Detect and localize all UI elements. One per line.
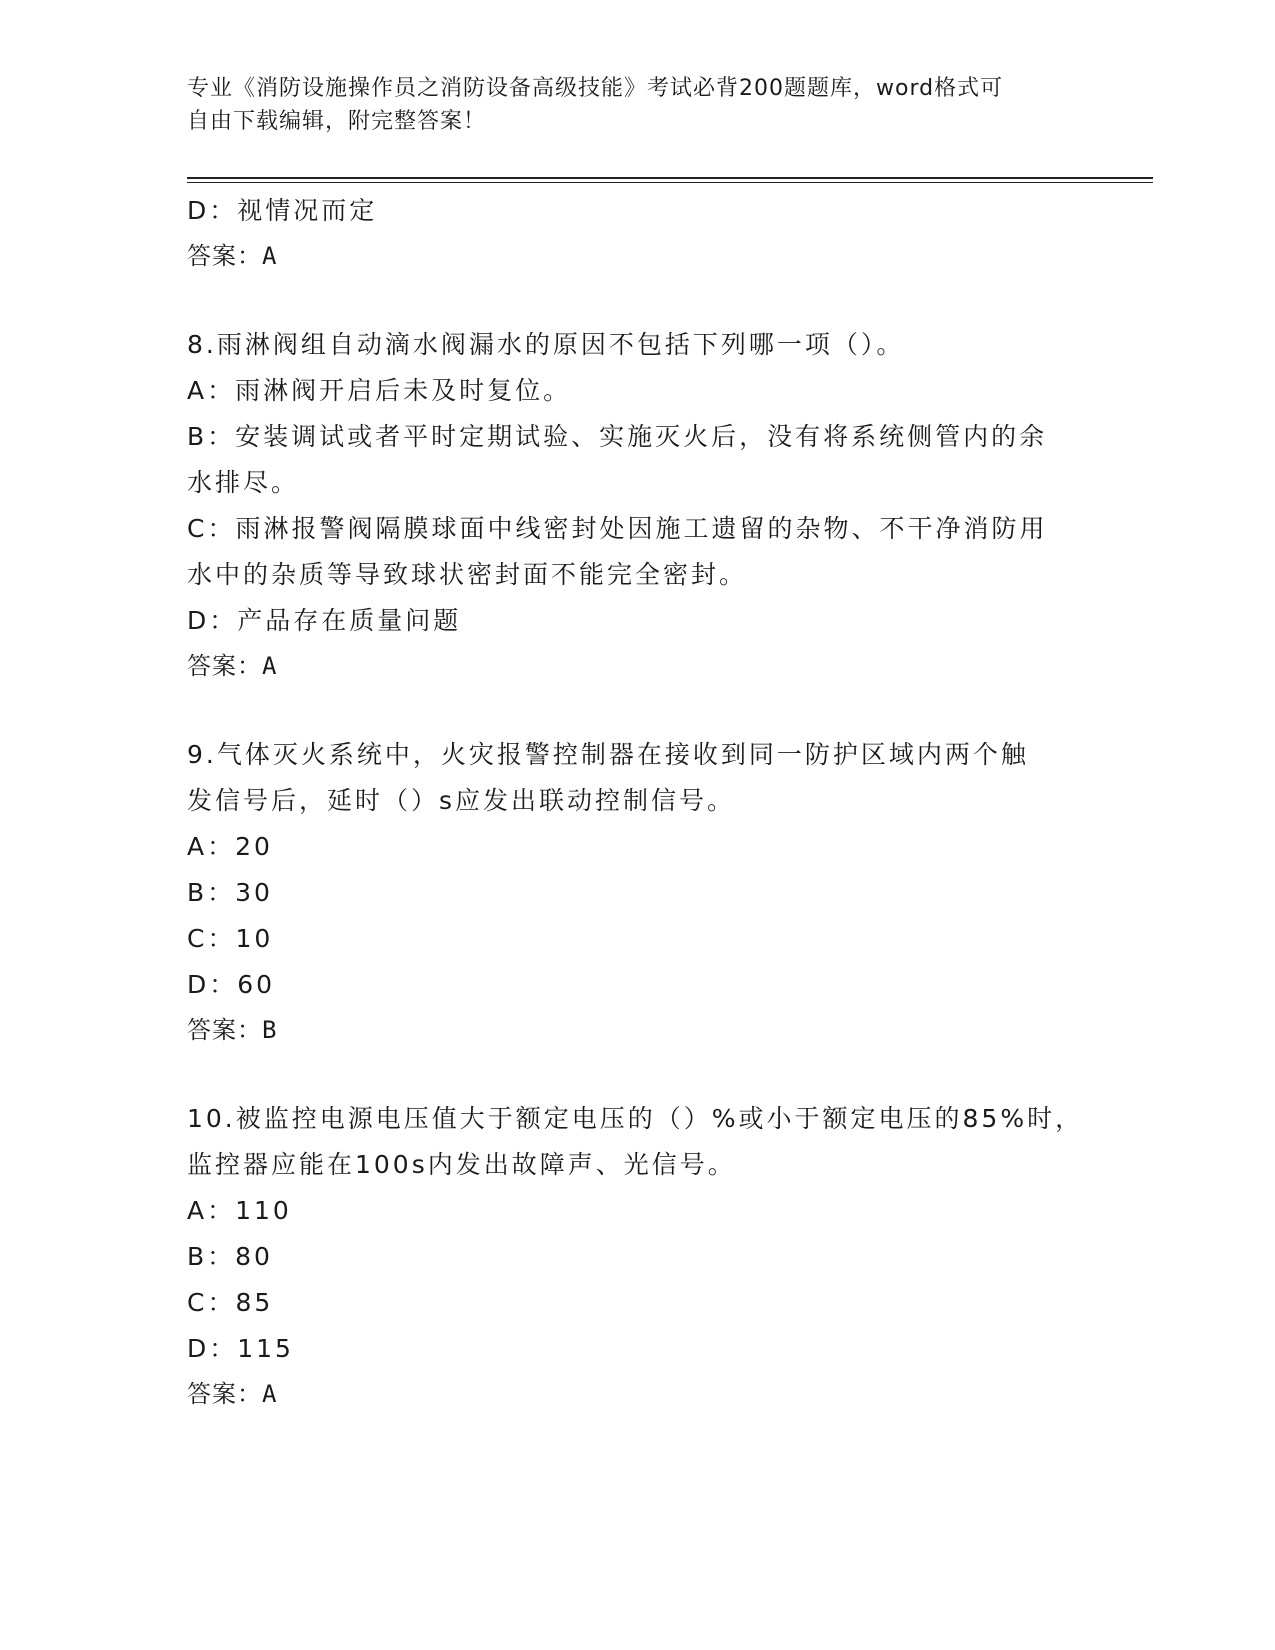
option-b-line-2: 水排尽。 xyxy=(187,468,300,497)
question-text-line-1: 9.气体灭火系统中，火灾报警控制器在接收到同一防护区域内两个触 xyxy=(187,740,1029,769)
question-text: 8.雨淋阀组自动滴水阀漏水的原因不包括下列哪一项（）。 xyxy=(187,330,905,359)
option-d: D：视情况而定 xyxy=(187,196,378,225)
option-d: D：60 xyxy=(187,970,276,999)
header-title-line-2: 自由下载编辑，附完整答案！ xyxy=(187,109,487,134)
header-divider-thin xyxy=(187,182,1153,183)
question-text-line-2: 发信号后，延时（）s应发出联动控制信号。 xyxy=(187,786,736,815)
option-c-line-2: 水中的杂质等导致球状密封面不能完全密封。 xyxy=(187,560,748,589)
question-text-line-2: 监控器应能在100s内发出故障声、光信号。 xyxy=(187,1150,736,1179)
option-d: D：产品存在质量问题 xyxy=(187,606,462,635)
option-b-line-1: B：安装调试或者平时定期试验、实施灭火后，没有将系统侧管内的余 xyxy=(187,422,1048,451)
option-d: D：115 xyxy=(187,1334,294,1363)
answer: 答案：A xyxy=(187,1380,278,1408)
spacer xyxy=(187,688,1087,732)
option-a: A：雨淋阀开启后未及时复位。 xyxy=(187,376,572,405)
header-divider-thick xyxy=(187,177,1153,179)
option-b: B：80 xyxy=(187,1242,273,1271)
question-block-prev xyxy=(187,188,1087,278)
option-a: A：20 xyxy=(187,832,273,861)
question-block-10 xyxy=(187,1096,1087,1416)
spacer xyxy=(187,278,1087,322)
question-list xyxy=(187,188,1087,1416)
document-header xyxy=(187,72,1087,138)
header-title-line-1: 专业《消防设施操作员之消防设备高级技能》考试必背200题题库，word格式可 xyxy=(187,76,1004,101)
question-block-8 xyxy=(187,322,1087,688)
option-c-line-1: C：雨淋报警阀隔膜球面中线密封处因施工遗留的杂物、不干净消防用 xyxy=(187,514,1048,543)
spacer xyxy=(187,1052,1087,1096)
option-a: A：110 xyxy=(187,1196,292,1225)
option-b: B：30 xyxy=(187,878,273,907)
option-c: C：85 xyxy=(187,1288,274,1317)
option-c: C：10 xyxy=(187,924,274,953)
answer: 答案：A xyxy=(187,242,278,270)
answer: 答案：A xyxy=(187,652,278,680)
question-text-line-1: 10.被监控电源电压值大于额定电压的（）%或小于额定电压的85%时， xyxy=(187,1104,1084,1133)
answer: 答案：B xyxy=(187,1016,278,1044)
question-block-9 xyxy=(187,732,1087,1052)
